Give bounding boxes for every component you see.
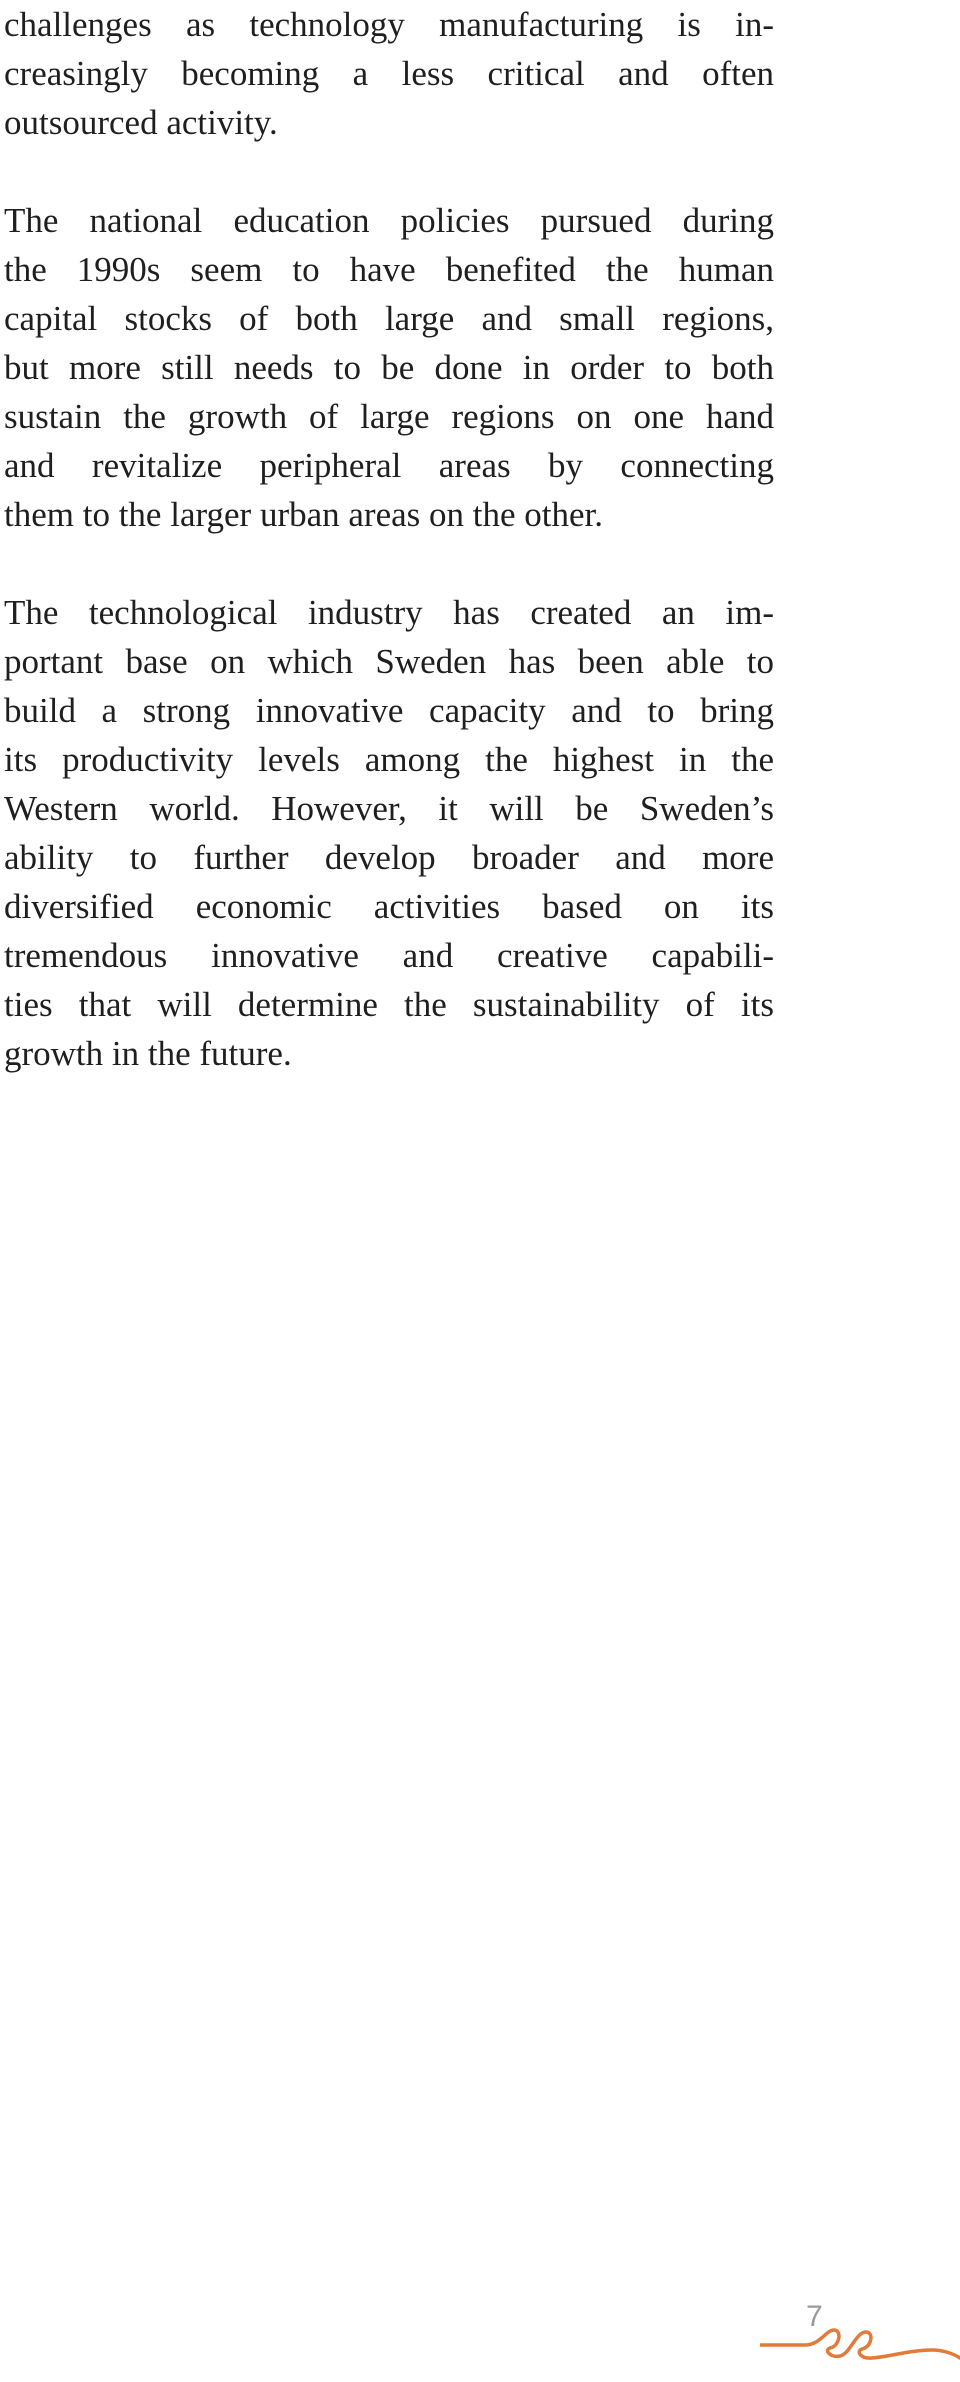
text-line: portant base on which Sweden has been able to	[4, 642, 774, 681]
text-line: sustain the growth of large regions on one hand	[4, 397, 774, 436]
text-line: its productivity levels among the highest in the	[4, 740, 774, 779]
text-line: capital stocks of both large and small regions,	[4, 299, 774, 338]
text-line: creasingly becoming a less critical and often	[4, 54, 774, 93]
paragraph-2	[4, 196, 774, 539]
text-line: The national education policies pursued during	[4, 201, 774, 240]
text-line: tremendous innovative and creative capabili-	[4, 936, 774, 975]
text-line: build a strong innovative capacity and to bring	[4, 691, 774, 730]
text-line: but more still needs to be done in order to both	[4, 348, 774, 387]
text-line: Western world. However, it will be Sweden’s	[4, 789, 774, 828]
body-text	[4, 0, 774, 1127]
text-line: ability to further develop broader and more	[4, 838, 774, 877]
page-number: 7	[806, 2300, 823, 2333]
text-line: outsourced activity.	[4, 103, 278, 142]
paragraph-1	[4, 0, 774, 147]
text-line: and revitalize peripheral areas by connecting	[4, 446, 774, 485]
text-line: them to the larger urban areas on the other.	[4, 495, 603, 534]
text-line: growth in the future.	[4, 1034, 292, 1073]
text-line: ties that will determine the sustainability of its	[4, 985, 774, 1024]
orange-script-flourish-icon	[760, 2320, 960, 2380]
text-line: challenges as technology manufacturing is in-	[4, 5, 774, 44]
text-line: diversified economic activities based on its	[4, 887, 774, 926]
paragraph-3	[4, 588, 774, 1078]
text-line: the 1990s seem to have benefited the human	[4, 250, 774, 289]
text-line: The technological industry has created an im-	[4, 593, 774, 632]
